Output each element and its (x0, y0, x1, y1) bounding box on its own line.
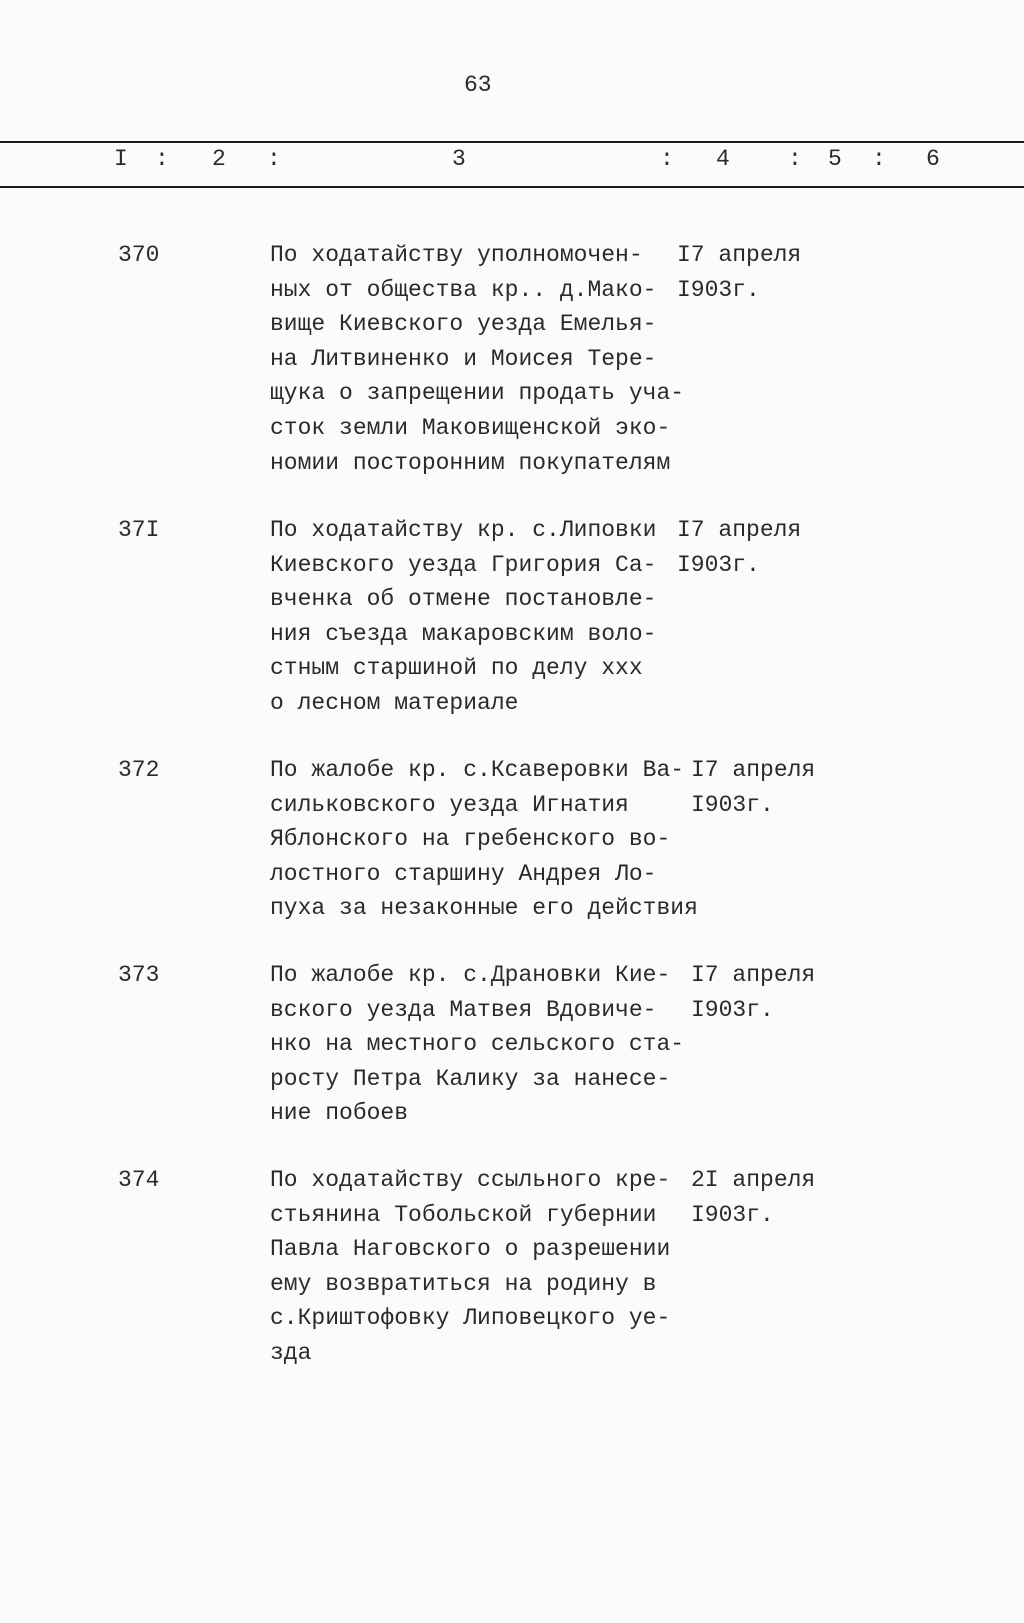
date-line: I7 апреля (677, 242, 802, 268)
column-separator: : (872, 146, 886, 172)
date-line: I903г. (691, 996, 774, 1023)
header-bottom-rule (0, 186, 1024, 188)
text-line: стьянина Тобольской губернии (270, 1201, 657, 1228)
column-separator: : (155, 146, 169, 172)
text-line: номии посторонним покупателям (270, 449, 671, 476)
entry-description (270, 513, 656, 721)
text-line: сильковского уезда Игнатия (270, 791, 629, 818)
date-line: I7 апреля (677, 517, 802, 543)
date-line: I903г. (691, 1201, 774, 1228)
entry-date (691, 958, 815, 1027)
entry-date (691, 1163, 815, 1232)
entry-date (677, 513, 801, 582)
date-line: I903г. (691, 791, 774, 818)
text-line: на Литвиненко и Моисея Тере- (270, 345, 657, 372)
date-line: I903г. (677, 551, 760, 578)
column-header-1: I (114, 146, 128, 172)
text-line: вченка об отмене постановле- (270, 586, 657, 613)
column-separator: : (788, 146, 802, 172)
text-line: По ходатайству ссыльного кре- (270, 1167, 671, 1193)
text-line: вище Киевского уезда Емелья- (270, 311, 657, 338)
text-line: ние побоев (270, 1100, 409, 1127)
text-line: о лесном материале (270, 689, 519, 716)
text-line: По ходатайству уполномочен- (270, 242, 643, 268)
text-line: Яблонского на гребенского во- (270, 826, 671, 853)
entry-description (270, 238, 684, 480)
text-line: По ходатайству кр. с.Липовки (270, 517, 657, 543)
column-header-2: 2 (212, 146, 226, 172)
entry-description (270, 1163, 670, 1371)
date-line: I7 апреля (691, 757, 816, 783)
date-line: I7 апреля (691, 962, 816, 988)
entry-date (677, 238, 801, 307)
text-line: росту Петра Калику за нанесе- (270, 1065, 671, 1092)
column-separator: : (267, 146, 281, 172)
text-line: стным старшиной по делу xxx (270, 655, 643, 682)
entry-description (270, 753, 698, 926)
date-line: I903г. (677, 276, 760, 303)
text-line: ему возвратиться на родину в (270, 1270, 657, 1297)
entry-number: 374 (118, 1167, 160, 1193)
column-separator: : (660, 146, 674, 172)
column-header-5: 5 (828, 146, 842, 172)
text-line: щука о запрещении продать уча- (270, 380, 685, 407)
text-line: ния съезда макаровским воло- (270, 620, 657, 647)
text-line: пуха за незаконные его действия (270, 895, 698, 922)
entry-number: 372 (118, 757, 160, 783)
page-number: 63 (464, 72, 492, 98)
text-line: вского уезда Матвея Вдовиче- (270, 996, 657, 1023)
entry-number: 373 (118, 962, 160, 988)
text-line: лостного старшину Андрея Ло- (270, 860, 657, 887)
text-line: Киевского уезда Григория Са- (270, 551, 657, 578)
text-line: сток земли Маковищенской эко- (270, 414, 671, 441)
entry-number: 37I (118, 517, 160, 543)
entry-number: 370 (118, 242, 160, 268)
text-line: с.Криштофовку Липовецкого уе- (270, 1305, 671, 1332)
text-line: зда (270, 1339, 312, 1366)
text-line: По жалобе кр. с.Драновки Кие- (270, 962, 671, 988)
text-line: нко на местного сельского ста- (270, 1031, 685, 1058)
date-line: 2I апреля (691, 1167, 816, 1193)
header-top-rule (0, 141, 1024, 143)
column-header-4: 4 (716, 146, 730, 172)
column-header-3: 3 (452, 146, 466, 172)
entry-description (270, 958, 684, 1131)
text-line: ных от общества кр.. д.Мако- (270, 276, 657, 303)
entry-date (691, 753, 815, 822)
text-line: Павла Наговского о разрешении (270, 1236, 671, 1263)
text-line: По жалобе кр. с.Ксаверовки Ва- (270, 757, 685, 783)
column-header-6: 6 (926, 146, 940, 172)
